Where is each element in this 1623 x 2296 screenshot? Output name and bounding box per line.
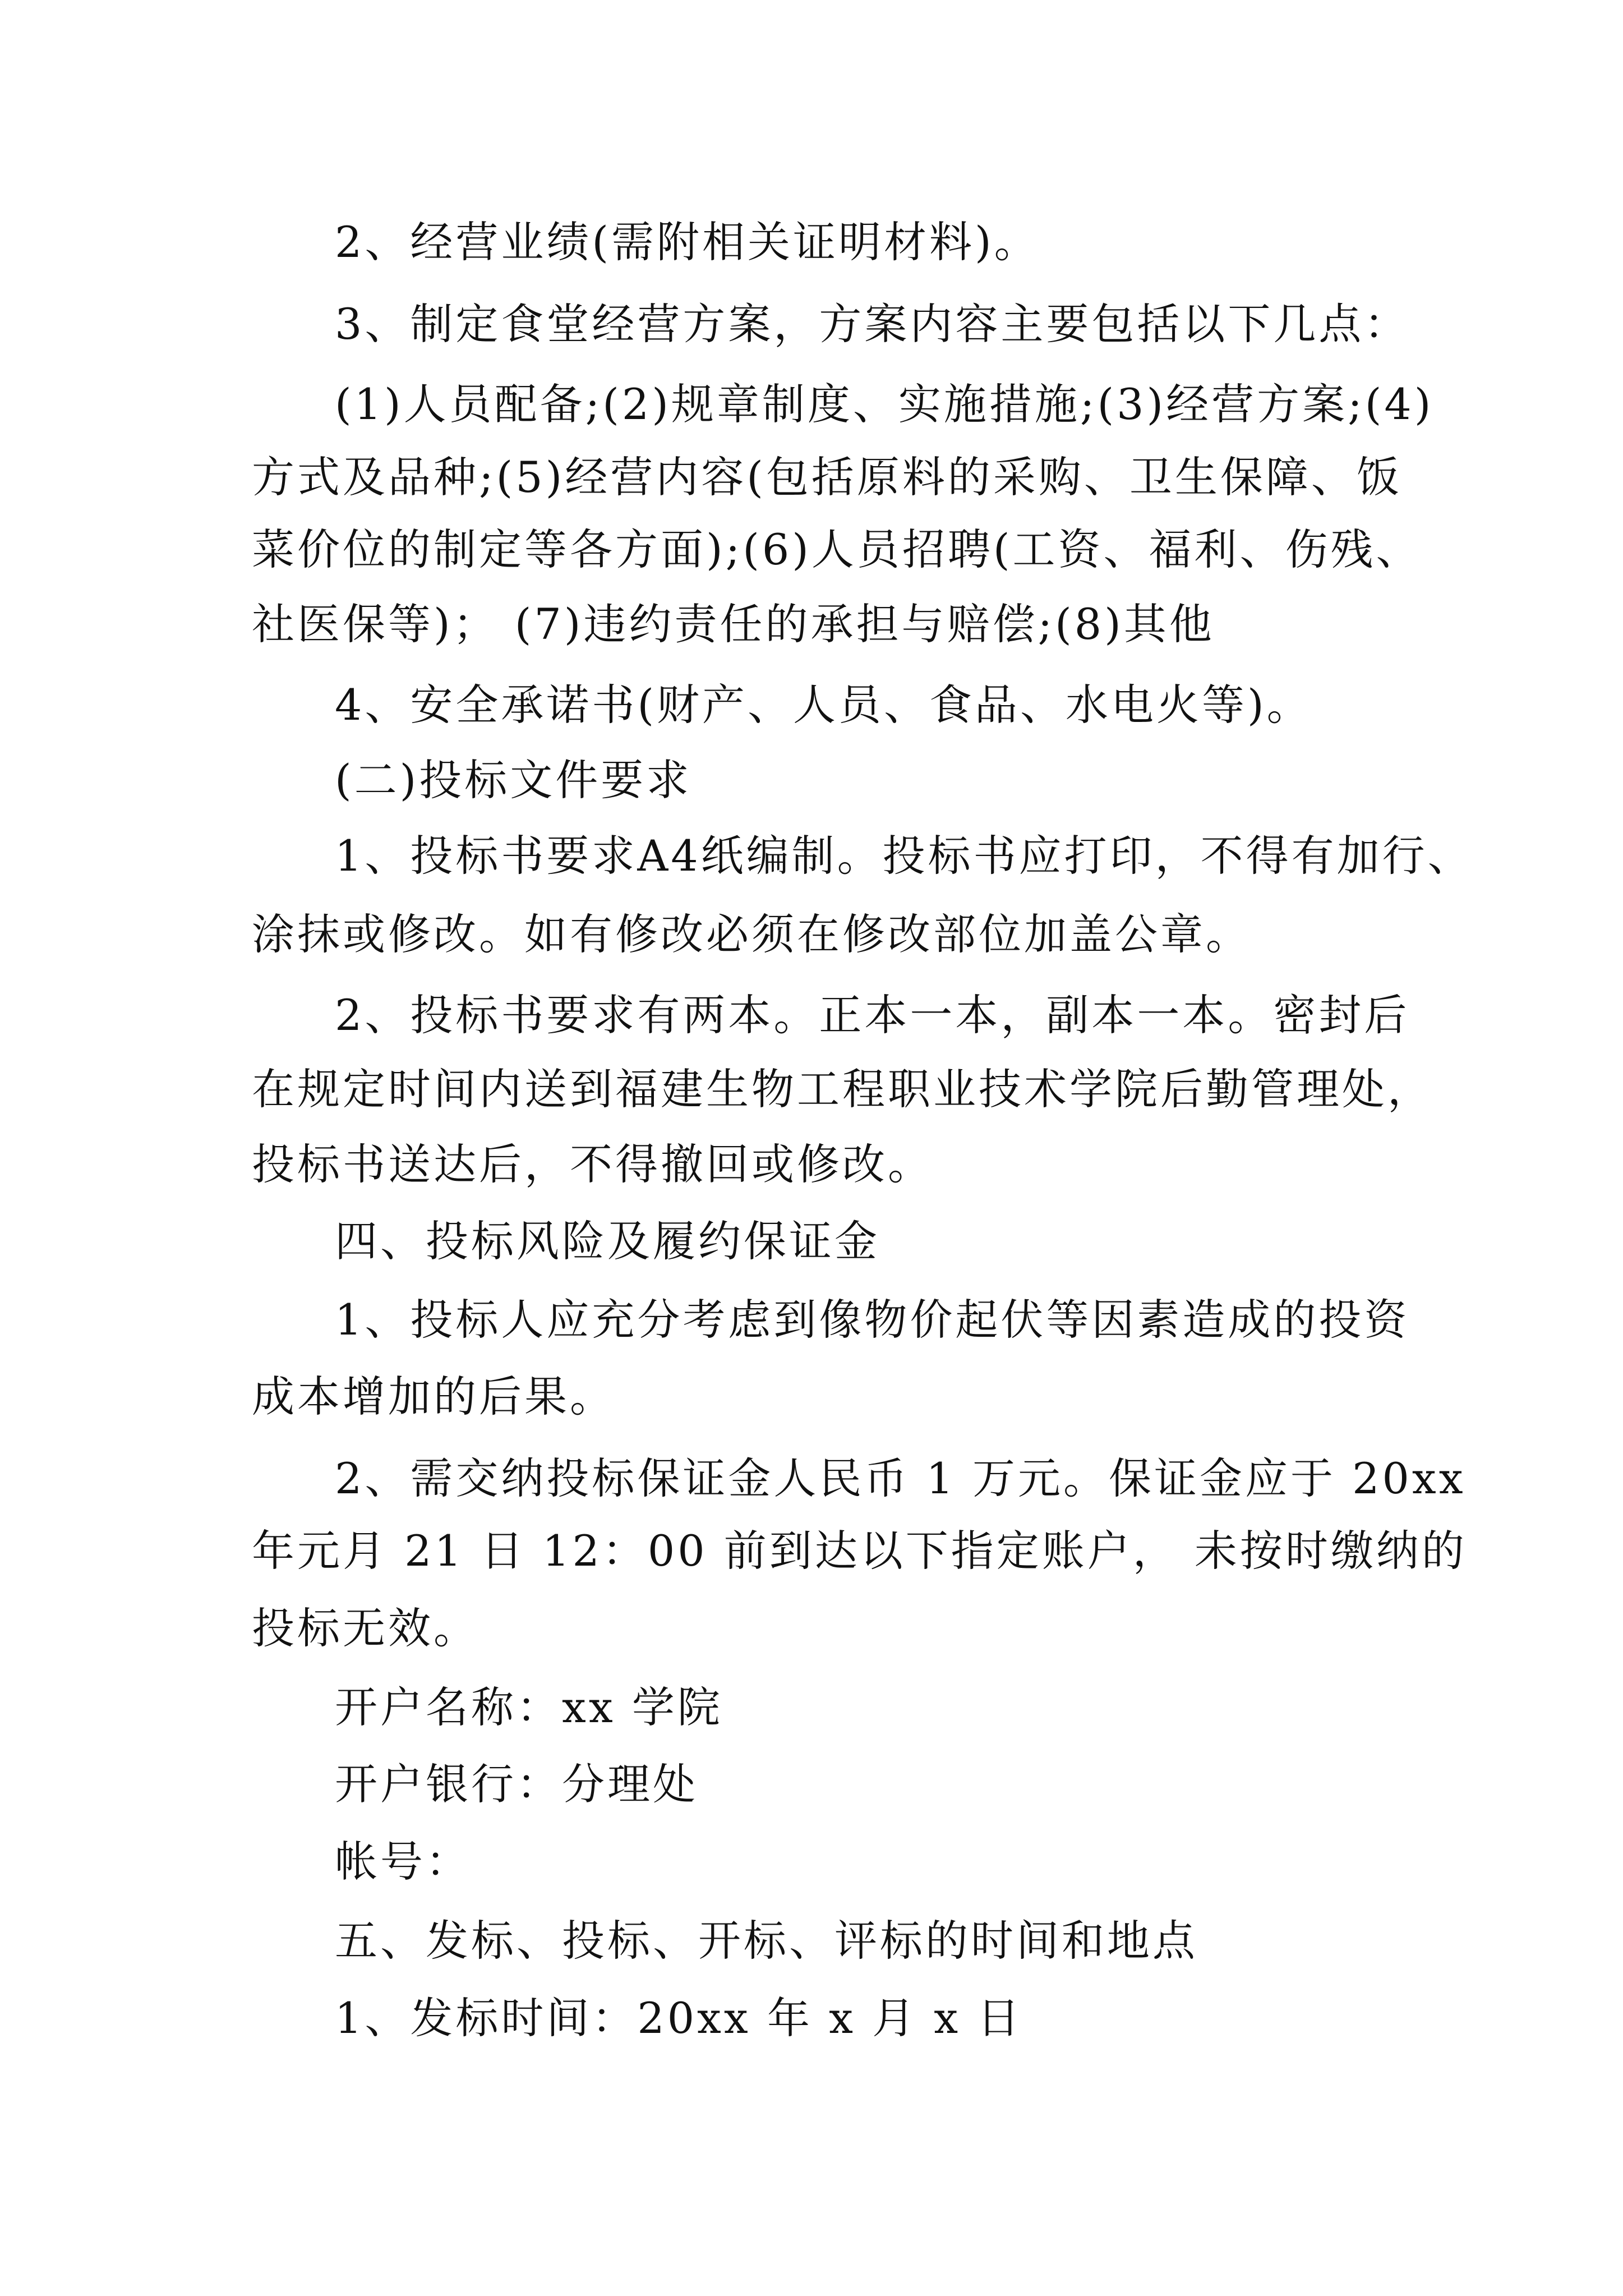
- paragraph-line: 2、需交纳投标保证金人民币 1 万元。保证金应于 20xx: [335, 1453, 1466, 1503]
- paragraph-line: 1、发标时间：20xx 年 x 月 x 日: [335, 1993, 1023, 2043]
- paragraph-line: 成本增加的后果。: [252, 1372, 615, 1421]
- account-name-line: 开户名称：xx 学院: [335, 1682, 723, 1732]
- paragraph-line: 1、投标人应充分考虑到像物价起伏等因素造成的投资: [335, 1295, 1410, 1345]
- paragraph-line: 3、制定食堂经营方案，方案内容主要包括以下几点：: [335, 299, 1410, 349]
- paragraph-line: 投标无效。: [252, 1603, 479, 1653]
- section-heading: 五、发标、投标、开标、评标的时间和地点: [335, 1916, 1198, 1966]
- paragraph-line: 社医保等)； (7)违约责任的承担与赔偿;(8)其他: [252, 599, 1215, 649]
- paragraph-line: 方式及品种;(5)经营内容(包括原料的采购、卫生保障、饭: [252, 452, 1402, 502]
- paragraph-line: 2、投标书要求有两本。正本一本，副本一本。密封后: [335, 990, 1410, 1040]
- paragraph-line: 1、投标书要求A4纸编制。投标书应打印，不得有加行、: [335, 831, 1473, 881]
- account-number-line: 帐号：: [335, 1837, 471, 1887]
- paragraph-line: 投标书送达后，不得撤回或修改。: [252, 1139, 933, 1189]
- paragraph-line: (1)人员配备;(2)规章制度、实施措施;(3)经营方案;(4): [335, 379, 1434, 429]
- paragraph-line: 涂抹或修改。如有修改必须在修改部位加盖公章。: [252, 909, 1251, 959]
- paragraph-line: 4、安全承诺书(财产、人员、食品、水电火等)。: [335, 680, 1312, 730]
- paragraph-line: 2、经营业绩(需附相关证明材料)。: [335, 217, 1040, 267]
- section-heading: 四、投标风险及履约保证金: [335, 1216, 880, 1266]
- section-heading: (二)投标文件要求: [335, 755, 692, 805]
- paragraph-line: 菜价位的制定等各方面);(6)人员招聘(工资、福利、伤残、: [252, 524, 1422, 574]
- account-bank-line: 开户银行：分理处: [335, 1759, 698, 1809]
- paragraph-line: 年元月 21 日 12：00 前到达以下指定账户， 未按时缴纳的: [252, 1526, 1467, 1576]
- paragraph-line: 在规定时间内送到福建生物工程职业技术学院后勤管理处，: [252, 1064, 1433, 1114]
